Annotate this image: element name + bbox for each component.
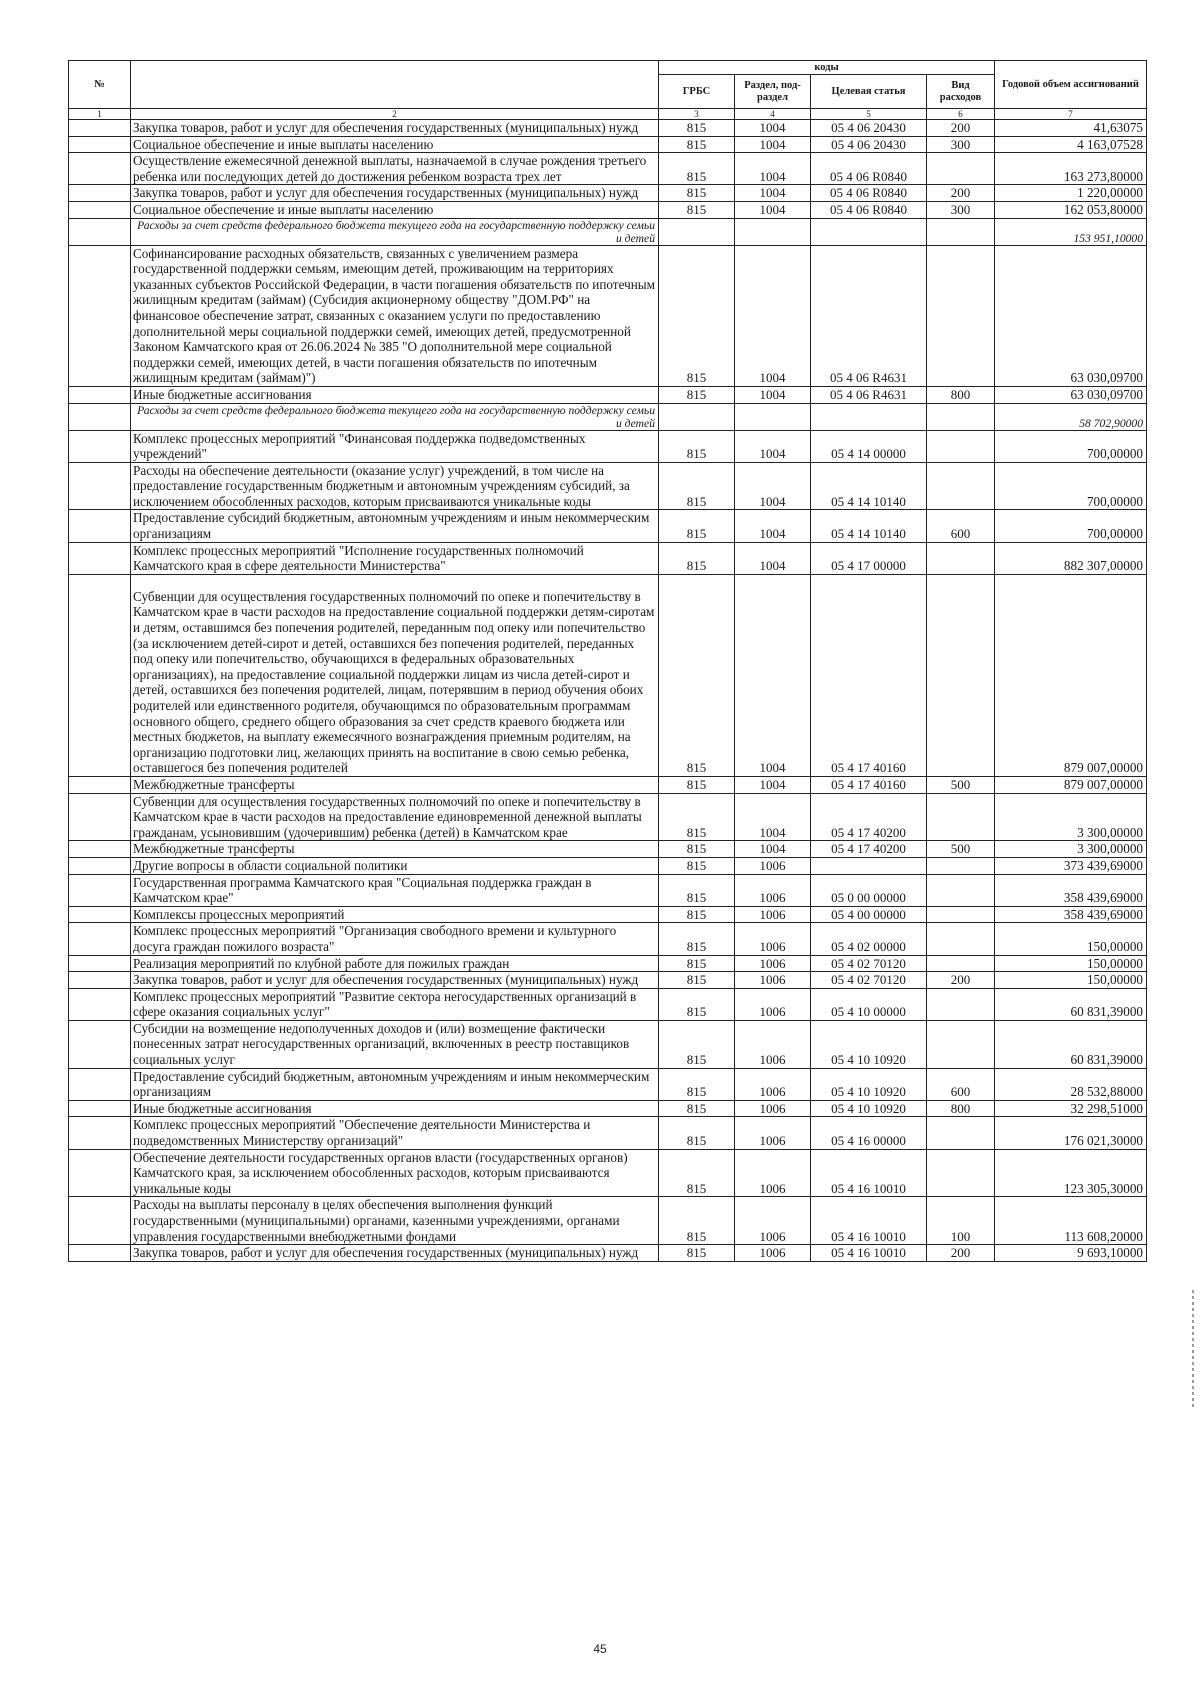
expense-type-cell: 500: [927, 776, 995, 793]
grbs-cell: 815: [659, 1068, 735, 1100]
target-article-cell: 05 4 17 40200: [811, 793, 927, 841]
annual-volume-cell: 700,00000: [995, 430, 1147, 462]
grbs-cell: 815: [659, 201, 735, 218]
expense-name-cell: Комплекс процессных мероприятий "Финансовая поддержка подведомственных учреждений": [131, 430, 659, 462]
razdel-cell: 1004: [735, 245, 811, 386]
annual-volume-cell: 153 951,10000: [995, 218, 1147, 245]
razdel-cell: 1004: [735, 185, 811, 202]
target-article-cell: 05 4 10 10920: [811, 1068, 927, 1100]
expense-type-cell: [927, 955, 995, 972]
header-grbs: ГРБС: [659, 75, 735, 109]
table-body: [69, 120, 1147, 1262]
expense-name-cell: Иные бюджетные ассигнования: [131, 386, 659, 403]
grbs-cell: 815: [659, 841, 735, 858]
column-number: 1: [69, 109, 131, 120]
annual-volume-cell: 63 030,09700: [995, 386, 1147, 403]
table-row: [69, 510, 1147, 542]
expense-name-cell: Расходы на обеспечение деятельности (оказание услуг) учреждений, в том числе на предоставление государственным бюджетным и автономным учреждениям субсидий, за исключением обособленных расходов, которым присваиваются уникальные коды: [131, 462, 659, 510]
column-number: 7: [995, 109, 1147, 120]
expense-type-cell: [927, 403, 995, 430]
target-article-cell: [811, 403, 927, 430]
target-article-cell: 05 4 00 00000: [811, 906, 927, 923]
table-row: [69, 972, 1147, 989]
razdel-cell: 1004: [735, 510, 811, 542]
annual-volume-cell: 700,00000: [995, 462, 1147, 510]
grbs-cell: [659, 218, 735, 245]
annual-volume-cell: 113 608,20000: [995, 1197, 1147, 1245]
column-number: 4: [735, 109, 811, 120]
table-row: [69, 542, 1147, 574]
row-number-cell: [69, 906, 131, 923]
table-row: [69, 1020, 1147, 1068]
table-row: [69, 776, 1147, 793]
annual-volume-cell: 358 439,69000: [995, 906, 1147, 923]
expense-type-cell: [927, 574, 995, 776]
target-article-cell: 05 4 06 R4631: [811, 386, 927, 403]
annual-volume-cell: 63 030,09700: [995, 245, 1147, 386]
expense-type-cell: 500: [927, 841, 995, 858]
table-row: [69, 1149, 1147, 1197]
target-article-cell: 05 4 06 R0840: [811, 153, 927, 185]
annual-volume-cell: 879 007,00000: [995, 776, 1147, 793]
expense-type-cell: [927, 857, 995, 874]
grbs-cell: 815: [659, 874, 735, 906]
annual-volume-cell: 60 831,39000: [995, 988, 1147, 1020]
razdel-cell: 1006: [735, 1020, 811, 1068]
razdel-cell: 1006: [735, 1068, 811, 1100]
razdel-cell: 1004: [735, 776, 811, 793]
target-article-cell: 05 4 02 70120: [811, 955, 927, 972]
header-name: [131, 61, 659, 109]
razdel-cell: 1006: [735, 874, 811, 906]
grbs-cell: 815: [659, 136, 735, 153]
expense-name-cell: Предоставление субсидий бюджетным, автономным учреждениям и иным некоммерческим организациям: [131, 510, 659, 542]
expense-name-cell: Субвенции для осуществления государственных полномочий по опеке и попечительству в Камчатском крае в части расходов на предоставление социальной поддержки детям-сиротам и детям, оставшимся без попечения родителей, переданным под опеку или попечительство (за исключением детей-сирот и детей, оставшихся без попечения родителей, переданных под опеку или попечительство, обучающихся в федеральных образовательных организациях), на предоставление социальной поддержки лицам из числа детей-сирот и детей, оставшихся без попечения родителей, лицам, потерявшим в период обучения обоих родителей или единственного родителя, обучающимся по образовательным программам основного общего, среднего общего образования за счет средств краевого бюджета или местных бюджетов, на выплату ежемесячного вознаграждения приемным родителям, на организацию подготовки лиц, желающих принять на воспитание в свою семью ребенка, оставшегося без попечения родителей: [131, 574, 659, 776]
expense-name-cell: Комплексы процессных мероприятий: [131, 906, 659, 923]
expense-type-cell: [927, 1117, 995, 1149]
table-row: [69, 874, 1147, 906]
razdel-cell: 1006: [735, 1149, 811, 1197]
grbs-cell: 815: [659, 1117, 735, 1149]
header-codes: коды: [659, 61, 995, 75]
razdel-cell: 1006: [735, 1197, 811, 1245]
target-article-cell: 05 4 14 00000: [811, 430, 927, 462]
row-number-cell: [69, 185, 131, 202]
annual-volume-cell: 4 163,07528: [995, 136, 1147, 153]
budget-table: [68, 60, 1147, 1262]
margin-mark: [1192, 1290, 1194, 1410]
expense-type-cell: 300: [927, 136, 995, 153]
annual-volume-cell: 3 300,00000: [995, 841, 1147, 858]
annual-volume-cell: 358 439,69000: [995, 874, 1147, 906]
header-annual-volume: Годовой объем ассигнований: [995, 61, 1147, 109]
table-row: [69, 906, 1147, 923]
expense-name-cell: Межбюджетные трансферты: [131, 841, 659, 858]
expense-type-cell: [927, 430, 995, 462]
table-row: [69, 1245, 1147, 1262]
grbs-cell: 815: [659, 185, 735, 202]
grbs-cell: 815: [659, 857, 735, 874]
annual-volume-cell: 9 693,10000: [995, 1245, 1147, 1262]
annual-volume-cell: 176 021,30000: [995, 1117, 1147, 1149]
expense-type-cell: [927, 1149, 995, 1197]
razdel-cell: 1004: [735, 153, 811, 185]
expense-name-cell: Комплекс процессных мероприятий "Развитие сектора негосударственных организаций в сфере оказания социальных услуг": [131, 988, 659, 1020]
razdel-cell: 1006: [735, 972, 811, 989]
target-article-cell: 05 4 17 40200: [811, 841, 927, 858]
column-number: 6: [927, 109, 995, 120]
row-number-cell: [69, 972, 131, 989]
table-row: [69, 793, 1147, 841]
razdel-cell: 1006: [735, 1100, 811, 1117]
razdel-cell: 1004: [735, 201, 811, 218]
expense-type-cell: [927, 988, 995, 1020]
expense-name-cell: Закупка товаров, работ и услуг для обеспечения государственных (муниципальных) нужд: [131, 185, 659, 202]
expense-name-cell: Реализация мероприятий по клубной работе для пожилых граждан: [131, 955, 659, 972]
table-row: [69, 1100, 1147, 1117]
row-number-cell: [69, 386, 131, 403]
expense-type-cell: 200: [927, 972, 995, 989]
row-number-cell: [69, 153, 131, 185]
expense-name-cell: Межбюджетные трансферты: [131, 776, 659, 793]
row-number-cell: [69, 793, 131, 841]
grbs-cell: 815: [659, 1197, 735, 1245]
row-number-cell: [69, 403, 131, 430]
column-number: 2: [131, 109, 659, 120]
target-article-cell: 05 4 17 00000: [811, 542, 927, 574]
header-column-numbers: [69, 109, 1147, 120]
note-row: [69, 218, 1147, 245]
expense-name-cell: Иные бюджетные ассигнования: [131, 1100, 659, 1117]
annual-volume-cell: 28 532,88000: [995, 1068, 1147, 1100]
grbs-cell: 815: [659, 923, 735, 955]
annual-volume-cell: 1 220,00000: [995, 185, 1147, 202]
table-row: [69, 136, 1147, 153]
row-number-cell: [69, 857, 131, 874]
expense-name-cell: Закупка товаров, работ и услуг для обеспечения государственных (муниципальных) нужд: [131, 1245, 659, 1262]
table-row: [69, 153, 1147, 185]
row-number-cell: [69, 1100, 131, 1117]
row-number-cell: [69, 1149, 131, 1197]
expense-type-cell: 600: [927, 1068, 995, 1100]
row-number-cell: [69, 1068, 131, 1100]
expense-name-cell: Государственная программа Камчатского края "Социальная поддержка граждан в Камчатском крае": [131, 874, 659, 906]
razdel-cell: 1004: [735, 793, 811, 841]
grbs-cell: 815: [659, 1100, 735, 1117]
row-number-cell: [69, 1245, 131, 1262]
grbs-cell: 815: [659, 120, 735, 137]
annual-volume-cell: 150,00000: [995, 923, 1147, 955]
target-article-cell: 05 4 16 00000: [811, 1117, 927, 1149]
grbs-cell: 815: [659, 542, 735, 574]
row-number-cell: [69, 218, 131, 245]
expense-type-cell: 300: [927, 201, 995, 218]
target-article-cell: 05 4 02 70120: [811, 972, 927, 989]
budget-table-sheet: [68, 60, 1146, 1262]
target-article-cell: 05 4 06 20430: [811, 120, 927, 137]
table-row: [69, 430, 1147, 462]
grbs-cell: 815: [659, 574, 735, 776]
target-article-cell: [811, 857, 927, 874]
row-number-cell: [69, 1020, 131, 1068]
grbs-cell: 815: [659, 776, 735, 793]
table-row: [69, 185, 1147, 202]
table-row: [69, 857, 1147, 874]
expense-type-cell: 200: [927, 1245, 995, 1262]
target-article-cell: 05 4 10 00000: [811, 988, 927, 1020]
header-target-article: Целевая статья: [811, 75, 927, 109]
target-article-cell: 05 4 06 R0840: [811, 201, 927, 218]
grbs-cell: 815: [659, 1020, 735, 1068]
row-number-cell: [69, 776, 131, 793]
target-article-cell: 05 0 00 00000: [811, 874, 927, 906]
row-number-cell: [69, 245, 131, 386]
annual-volume-cell: 163 273,80000: [995, 153, 1147, 185]
expense-name-cell: Обеспечение деятельности государственных органов власти (государственных органов) Камчатского края, за исключением обособленных расходов, которым присваиваются уникальные коды: [131, 1149, 659, 1197]
expense-name-cell: Социальное обеспечение и иные выплаты населению: [131, 201, 659, 218]
row-number-cell: [69, 462, 131, 510]
grbs-cell: 815: [659, 906, 735, 923]
target-article-cell: 05 4 10 10920: [811, 1100, 927, 1117]
expense-name-cell: Социальное обеспечение и иные выплаты населению: [131, 136, 659, 153]
razdel-cell: 1006: [735, 955, 811, 972]
expense-type-cell: [927, 874, 995, 906]
expense-type-cell: [927, 1020, 995, 1068]
target-article-cell: 05 4 17 40160: [811, 776, 927, 793]
expense-name-cell: Комплекс процессных мероприятий "Организация свободного времени и культурного досуга граждан пожилого возраста": [131, 923, 659, 955]
table-row: [69, 841, 1147, 858]
row-number-cell: [69, 120, 131, 137]
grbs-cell: 815: [659, 1149, 735, 1197]
target-article-cell: 05 4 06 R4631: [811, 245, 927, 386]
target-article-cell: 05 4 02 00000: [811, 923, 927, 955]
razdel-cell: [735, 218, 811, 245]
grbs-cell: 815: [659, 510, 735, 542]
row-number-cell: [69, 841, 131, 858]
expense-type-cell: [927, 906, 995, 923]
razdel-cell: 1004: [735, 386, 811, 403]
expense-name-cell: Осуществление ежемесячной денежной выплаты, назначаемой в случае рождения третьего ребенка или последующих детей до достижения ребенком возраста трех лет: [131, 153, 659, 185]
target-article-cell: 05 4 06 R0840: [811, 185, 927, 202]
target-article-cell: 05 4 17 40160: [811, 574, 927, 776]
grbs-cell: 815: [659, 955, 735, 972]
expense-type-cell: 800: [927, 386, 995, 403]
table-row: [69, 1197, 1147, 1245]
target-article-cell: 05 4 10 10920: [811, 1020, 927, 1068]
table-row: [69, 201, 1147, 218]
table-row: [69, 574, 1147, 776]
expense-type-cell: [927, 793, 995, 841]
razdel-cell: 1004: [735, 542, 811, 574]
header-number: №: [69, 61, 131, 109]
razdel-cell: 1004: [735, 574, 811, 776]
row-number-cell: [69, 510, 131, 542]
annual-volume-cell: 700,00000: [995, 510, 1147, 542]
razdel-cell: 1006: [735, 1245, 811, 1262]
grbs-cell: 815: [659, 972, 735, 989]
target-article-cell: 05 4 14 10140: [811, 510, 927, 542]
expense-type-cell: 200: [927, 120, 995, 137]
razdel-cell: 1006: [735, 857, 811, 874]
target-article-cell: [811, 218, 927, 245]
grbs-cell: 815: [659, 462, 735, 510]
column-number: 5: [811, 109, 927, 120]
expense-name-cell: Расходы за счет средств федерального бюджета текущего года на государственную поддержку семьи и детей: [131, 403, 659, 430]
table-row: [69, 1117, 1147, 1149]
razdel-cell: 1004: [735, 136, 811, 153]
row-number-cell: [69, 201, 131, 218]
row-number-cell: [69, 955, 131, 972]
razdel-cell: 1006: [735, 1117, 811, 1149]
expense-name-cell: Другие вопросы в области социальной политики: [131, 857, 659, 874]
table-row: [69, 462, 1147, 510]
row-number-cell: [69, 574, 131, 776]
table-row: [69, 120, 1147, 137]
annual-volume-cell: 32 298,51000: [995, 1100, 1147, 1117]
target-article-cell: 05 4 06 20430: [811, 136, 927, 153]
expense-type-cell: 600: [927, 510, 995, 542]
table-row: [69, 988, 1147, 1020]
razdel-cell: 1004: [735, 120, 811, 137]
expense-name-cell: Комплекс процессных мероприятий "Обеспечение деятельности Министерства и подведомственных Министерству организаций": [131, 1117, 659, 1149]
target-article-cell: 05 4 16 10010: [811, 1197, 927, 1245]
row-number-cell: [69, 430, 131, 462]
row-number-cell: [69, 136, 131, 153]
table-header: [69, 61, 1147, 120]
annual-volume-cell: 879 007,00000: [995, 574, 1147, 776]
grbs-cell: 815: [659, 153, 735, 185]
target-article-cell: 05 4 16 10010: [811, 1245, 927, 1262]
page-number: 45: [593, 1642, 607, 1656]
razdel-cell: 1006: [735, 923, 811, 955]
expense-type-cell: [927, 462, 995, 510]
razdel-cell: 1004: [735, 430, 811, 462]
annual-volume-cell: 123 305,30000: [995, 1149, 1147, 1197]
expense-name-cell: Субвенции для осуществления государственных полномочий по опеке и попечительству в Камчатском крае в части расходов на предоставление единовременной денежной выплаты гражданам, усыновившим (удочерившим) ребенка (детей) в Камчатском крае: [131, 793, 659, 841]
grbs-cell: 815: [659, 386, 735, 403]
expense-type-cell: [927, 245, 995, 386]
expense-name-cell: Комплекс процессных мероприятий "Исполнение государственных полномочий Камчатского края в сфере деятельности Министерства": [131, 542, 659, 574]
expense-type-cell: [927, 218, 995, 245]
row-number-cell: [69, 923, 131, 955]
row-number-cell: [69, 988, 131, 1020]
expense-name-cell: Расходы на выплаты персоналу в целях обеспечения выполнения функций государственными (муниципальными) органами, казенными учреждениями, органами управления государственными внебюджетными фондами: [131, 1197, 659, 1245]
table-row: [69, 1068, 1147, 1100]
table-row: [69, 955, 1147, 972]
header-razdel: Раздел, под-раздел: [735, 75, 811, 109]
grbs-cell: 815: [659, 793, 735, 841]
expense-type-cell: [927, 923, 995, 955]
row-number-cell: [69, 1197, 131, 1245]
annual-volume-cell: 373 439,69000: [995, 857, 1147, 874]
annual-volume-cell: 150,00000: [995, 972, 1147, 989]
table-row: [69, 245, 1147, 386]
expense-type-cell: 200: [927, 185, 995, 202]
razdel-cell: 1004: [735, 462, 811, 510]
expense-type-cell: 800: [927, 1100, 995, 1117]
expense-name-cell: Расходы за счет средств федерального бюджета текущего года на государственную поддержку семьи и детей: [131, 218, 659, 245]
razdel-cell: 1004: [735, 841, 811, 858]
grbs-cell: 815: [659, 1245, 735, 1262]
razdel-cell: 1006: [735, 906, 811, 923]
annual-volume-cell: 150,00000: [995, 955, 1147, 972]
expense-name-cell: Субсидии на возмещение недополученных доходов и (или) возмещение фактически понесенных затрат негосударственных организаций, включенных в реестр поставщиков социальных услуг: [131, 1020, 659, 1068]
expense-name-cell: Софинансирование расходных обязательств, связанных с увеличением размера государственной поддержки семьям, имеющим детей, проживающим на территориях указанных субъектов Российской Федерации, в части погашения обязательств по ипотечным жилищным кредитам (займам) (Субсидия акционерному обществу "ДОМ.РФ" на финансовое обеспечение затрат, связанных с оказанием услуги по предоставлению дополнительной меры социальной поддержки семей, имеющих детей, предусмотренной Законом Камчатского края от 26.06.2024 № 385 "О дополнительной мере социальной поддержки семей, имеющих детей, в части погашения обязательств по ипотечным жилищным кредитам (займам)"): [131, 245, 659, 386]
annual-volume-cell: 41,63075: [995, 120, 1147, 137]
razdel-cell: 1006: [735, 988, 811, 1020]
annual-volume-cell: 60 831,39000: [995, 1020, 1147, 1068]
table-row: [69, 386, 1147, 403]
row-number-cell: [69, 1117, 131, 1149]
annual-volume-cell: 3 300,00000: [995, 793, 1147, 841]
grbs-cell: 815: [659, 245, 735, 386]
grbs-cell: 815: [659, 988, 735, 1020]
annual-volume-cell: 58 702,90000: [995, 403, 1147, 430]
expense-name-cell: Предоставление субсидий бюджетным, автономным учреждениям и иным некоммерческим организациям: [131, 1068, 659, 1100]
grbs-cell: 815: [659, 430, 735, 462]
note-row: [69, 403, 1147, 430]
expense-name-cell: Закупка товаров, работ и услуг для обеспечения государственных (муниципальных) нужд: [131, 120, 659, 137]
target-article-cell: 05 4 14 10140: [811, 462, 927, 510]
expense-type-cell: 100: [927, 1197, 995, 1245]
annual-volume-cell: 162 053,80000: [995, 201, 1147, 218]
row-number-cell: [69, 874, 131, 906]
annual-volume-cell: 882 307,00000: [995, 542, 1147, 574]
target-article-cell: 05 4 16 10010: [811, 1149, 927, 1197]
expense-name-cell: Закупка товаров, работ и услуг для обеспечения государственных (муниципальных) нужд: [131, 972, 659, 989]
expense-type-cell: [927, 542, 995, 574]
column-number: 3: [659, 109, 735, 120]
razdel-cell: [735, 403, 811, 430]
grbs-cell: [659, 403, 735, 430]
expense-type-cell: [927, 153, 995, 185]
row-number-cell: [69, 542, 131, 574]
table-row: [69, 923, 1147, 955]
header-expense-type: Вид расходов: [927, 75, 995, 109]
